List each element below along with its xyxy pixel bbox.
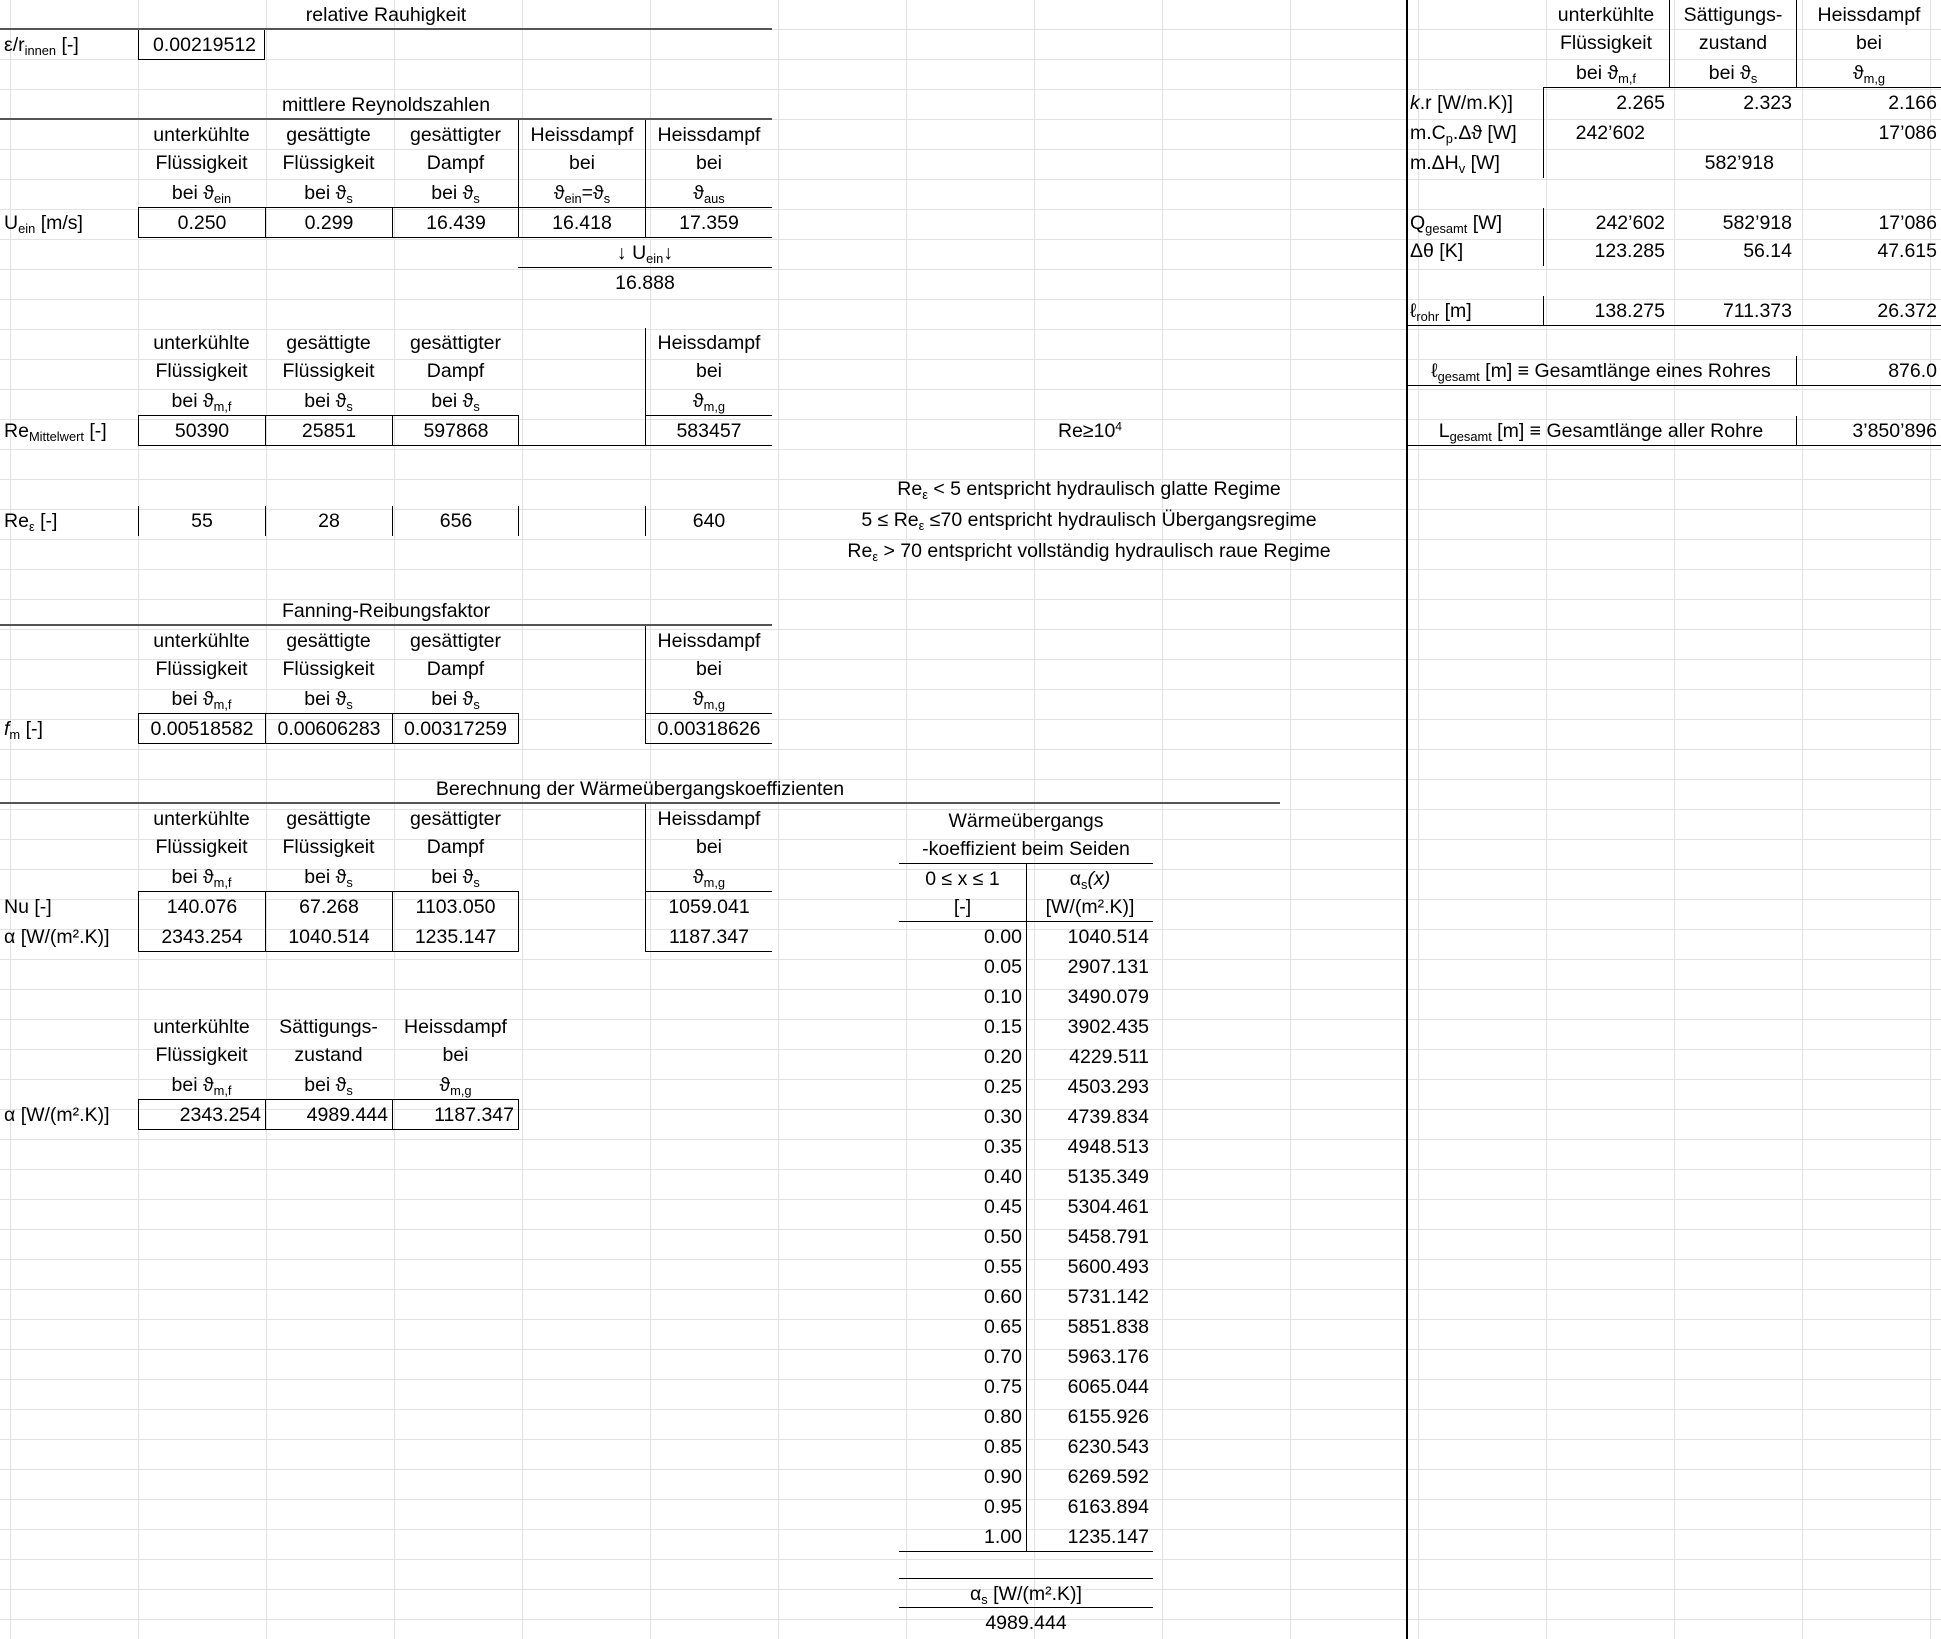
boiling-x-value[interactable]: 0.65	[984, 1316, 1022, 1338]
boiling-alpha-value[interactable]: 4503.293	[1026, 1072, 1153, 1102]
boiling-x-value[interactable]: 1.00	[899, 1522, 1026, 1552]
re-eps-label: $Re_\varepsilon$ [-]	[4, 510, 58, 534]
boiling-x-value[interactable]: 0.80	[984, 1406, 1022, 1428]
re-eps-value[interactable]: 640	[645, 506, 772, 536]
Lg-label: $L_{gesamt}$ [m] ≡ Gesamtlänge aller Rohre	[1406, 416, 1796, 446]
hdr-bei: bei	[645, 832, 772, 862]
sum-hdr-bei-theta-mf: bei $ϑ_{m,f}$	[1543, 58, 1669, 88]
roughness-label: $\varepsilon/r_{innen}$ [-]	[4, 34, 79, 58]
u-mean-value[interactable]: 16.888	[615, 272, 675, 294]
alpha-x-header: $\alpha_s(x)$	[1026, 864, 1153, 894]
re-eps-value[interactable]: 656	[392, 506, 519, 536]
re-mean-value[interactable]: 597868	[392, 416, 519, 446]
hdr-bei-theta-s: bei $ϑ_s$	[265, 386, 392, 416]
re-mean-value[interactable]: 25851	[265, 416, 392, 446]
boiling-x-value[interactable]: 0.55	[984, 1256, 1022, 1278]
mcp-value-empty[interactable]	[1669, 118, 1796, 148]
q-value[interactable]: 582’918	[1722, 212, 1792, 234]
alpha-s-mean-value[interactable]: 4989.444	[985, 1612, 1067, 1634]
boiling-x-value[interactable]: 0.05	[984, 956, 1022, 978]
hdr-unterkuehlte: unterkühlte	[153, 630, 250, 652]
kr-value[interactable]: 2.166	[1888, 92, 1937, 114]
alpha2-value[interactable]: 4989.444	[265, 1100, 392, 1130]
mdh-label: $m.\Delta H_v$ [W]	[1410, 152, 1500, 176]
boiling-x-value[interactable]: 0.40	[984, 1166, 1022, 1188]
boiling-alpha-value[interactable]: 5304.461	[1026, 1192, 1153, 1222]
hdr-unterkuehlte: unterkühlte	[153, 332, 250, 354]
boiling-alpha-value[interactable]: 4229.511	[1026, 1042, 1153, 1072]
fanning-value[interactable]: 0.00317259	[392, 714, 519, 744]
re-mean-value[interactable]: 583457	[645, 416, 772, 446]
boiling-x-value[interactable]: 0.10	[984, 986, 1022, 1008]
lr-value[interactable]: 711.373	[1669, 296, 1796, 326]
hdr-theta-mg: $ϑ_{m,g}$	[392, 1070, 519, 1100]
hdr-heissdampf: Heissdampf	[645, 804, 772, 834]
regime-smooth: $Re_\varepsilon < 5$ entspricht hydraulisch glatte Regime	[897, 478, 1281, 502]
hdr-bei-theta-s: bei $ϑ_s$	[265, 684, 392, 714]
boiling-x-value[interactable]: 0.25	[984, 1076, 1022, 1098]
hdr-theta-mg: $ϑ_{m,g}$	[645, 862, 772, 892]
fanning-title: Fanning-Reibungsfaktor	[0, 596, 772, 626]
alpha-value[interactable]: 1235.147	[392, 922, 519, 952]
hdr-bei-theta-mf: bei $ϑ_{m,f}$	[138, 684, 265, 714]
boiling-alpha-value[interactable]: 1235.147	[1026, 1522, 1153, 1552]
boiling-x-value[interactable]: 0.70	[984, 1346, 1022, 1368]
regime-transition: $5 \le Re_\varepsilon \le 70$ entspricht hydraulisch Übergangsregime	[861, 509, 1317, 533]
boiling-alpha-value[interactable]: 5600.493	[1026, 1252, 1153, 1282]
boiling-title-1: Wärmeübergangs	[948, 810, 1104, 832]
hdr-gesaettigte: gesättigte	[286, 124, 371, 146]
kr-value[interactable]: 2.323	[1743, 92, 1792, 114]
boiling-x-value[interactable]: 0.95	[984, 1496, 1022, 1518]
q-value[interactable]: 242’602	[1543, 208, 1669, 238]
hdr-bei: bei	[645, 356, 772, 386]
hdr-fluessigkeit-1: Flüssigkeit	[155, 152, 248, 174]
boiling-x-value[interactable]: 0.20	[984, 1046, 1022, 1068]
sum-hdr-unterkuehlte: unterkühlte	[1557, 4, 1655, 26]
mcp-value[interactable]: 242’602	[1543, 118, 1669, 148]
boiling-alpha-value[interactable]: 5135.349	[1026, 1162, 1153, 1192]
re-condition: $Re\ge 10^4$	[1057, 419, 1123, 442]
boiling-x-value[interactable]: 0.15	[984, 1016, 1022, 1038]
fanning-value[interactable]: 0.00606283	[265, 714, 392, 744]
hdr-bei-theta-s: bei $ϑ_s$	[392, 862, 519, 892]
boiling-alpha-value[interactable]: 3490.079	[1026, 982, 1153, 1012]
hdr-gesaettigter: gesättigter	[409, 808, 502, 830]
hdr-dampf: Dampf	[426, 836, 485, 858]
sum-hdr-fluessigkeit: Flüssigkeit	[1559, 32, 1653, 54]
sum-hdr-bei: bei	[1796, 28, 1941, 58]
boiling-alpha-value[interactable]: 5963.176	[1026, 1342, 1153, 1372]
kr-value[interactable]: 2.265	[1543, 88, 1669, 118]
hdr-fluessigkeit-2: Flüssigkeit	[282, 152, 375, 174]
boiling-alpha-value[interactable]: 6155.926	[1026, 1402, 1153, 1432]
hdr-gesaettigter: gesättigter	[409, 332, 502, 354]
sum-hdr-saettigung: Sättigungs-	[1669, 0, 1796, 30]
lr-value[interactable]: 26.372	[1796, 296, 1941, 326]
re-mean-label: $Re_{Mittelwert}$ [-]	[4, 420, 107, 444]
hdr-gesaettigter: gesättigter	[409, 630, 502, 652]
sum-hdr-zustand: zustand	[1669, 28, 1796, 58]
heat-title: Berechnung der Wärmeübergangskoeffizienten	[0, 774, 1280, 804]
u-value[interactable]: 16.418	[518, 208, 645, 238]
u-value[interactable]: 16.439	[392, 208, 519, 238]
hdr-gesaettigte: gesättigte	[286, 808, 371, 830]
alpha2-value[interactable]: 1187.347	[392, 1100, 519, 1130]
hdr-fluessigkeit: Flüssigkeit	[282, 836, 375, 858]
boiling-alpha-value[interactable]: 4948.513	[1026, 1132, 1153, 1162]
regime-rough: $Re_\varepsilon > 70$ entspricht vollständig hydraulisch raue Regime	[847, 540, 1331, 564]
nu-value[interactable]: 1103.050	[392, 892, 519, 922]
boiling-x-value[interactable]: 0.85	[984, 1436, 1022, 1458]
dt-label: Δθ [K]	[1410, 240, 1464, 262]
hdr-gesaettigte: gesättigte	[286, 630, 371, 652]
hdr-fluessigkeit: Flüssigkeit	[155, 836, 248, 858]
nu-value[interactable]: 140.076	[138, 892, 265, 922]
hdr-heissdampf-aus: Heissdampf	[645, 120, 772, 150]
sum-hdr-heissdampf: Heissdampf	[1796, 0, 1941, 30]
dt-value[interactable]: 47.615	[1877, 240, 1937, 262]
hdr-bei-theta-mf: bei $ϑ_{m,f}$	[138, 386, 265, 416]
u-label: $U_{ein}$ [m/s]	[4, 212, 83, 236]
boiling-alpha-value[interactable]: 6163.894	[1026, 1492, 1153, 1522]
boiling-x-value[interactable]: 0.00	[984, 926, 1022, 948]
x-header: 0 ≤ x ≤ 1	[925, 868, 1000, 890]
hdr-heissdampf: Heissdampf	[404, 1016, 507, 1038]
roughness-title: relative Rauhigkeit	[0, 0, 772, 30]
hdr-fluessigkeit: Flüssigkeit	[282, 658, 375, 680]
boiling-alpha-value[interactable]: 2907.131	[1026, 952, 1153, 982]
kr-label: k.r [W/m.K)]	[1410, 92, 1513, 114]
hdr-gesaettigter: gesättigter	[409, 124, 502, 146]
hdr-fluessigkeit: Flüssigkeit	[155, 1044, 248, 1066]
hdr-bei-2: bei	[645, 148, 772, 178]
boiling-x-value[interactable]: 0.90	[984, 1466, 1022, 1488]
alpha2-value[interactable]: 2343.254	[138, 1100, 265, 1130]
hdr-bei: bei	[645, 654, 772, 684]
dt-value[interactable]: 56.14	[1743, 240, 1792, 262]
re-mean-value[interactable]: 50390	[138, 416, 265, 446]
boiling-alpha-value[interactable]: 5731.142	[1026, 1282, 1153, 1312]
hdr-heissdampf-ein: Heissdampf	[518, 120, 645, 150]
re-eps-empty[interactable]	[518, 506, 645, 536]
boiling-x-value[interactable]: 0.45	[984, 1196, 1022, 1218]
hdr-dampf: Dampf	[426, 658, 485, 680]
Lg-value[interactable]: 3’850’896	[1796, 416, 1941, 446]
hdr-fluessigkeit: Flüssigkeit	[282, 360, 375, 382]
mdh-value[interactable]: 582’918	[1704, 152, 1774, 174]
hdr-heissdampf: Heissdampf	[645, 626, 772, 656]
alpha2-label: α [W/(m².K)]	[4, 1104, 110, 1126]
hdr-unterkuehlte: unterkühlte	[153, 808, 250, 830]
hdr-fluessigkeit: Flüssigkeit	[155, 360, 248, 382]
x-unit-header: [-]	[899, 892, 1026, 922]
u-value[interactable]: 0.250	[138, 208, 265, 238]
hdr-dampf: Dampf	[426, 152, 485, 174]
hdr-saettigung: Sättigungs-	[279, 1016, 378, 1038]
hdr-bei-theta-s: bei $ϑ_s$	[392, 684, 519, 714]
sum-hdr-bei-theta-s: bei $ϑ_s$	[1669, 58, 1796, 88]
mcp-label: $m.C_p.\Delta ϑ$ [W]	[1410, 122, 1517, 146]
boiling-alpha-value[interactable]: 1040.514	[1026, 922, 1153, 952]
boiling-alpha-value[interactable]: 4739.834	[1026, 1102, 1153, 1132]
hdr-gesaettigte: gesättigte	[286, 332, 371, 354]
boiling-alpha-value[interactable]: 3902.435	[1026, 1012, 1153, 1042]
alpha-value[interactable]: 1187.347	[645, 922, 772, 952]
fanning-value[interactable]: 0.00518582	[138, 714, 265, 744]
boiling-alpha-value[interactable]: 6230.543	[1026, 1432, 1153, 1462]
hdr-fluessigkeit: Flüssigkeit	[155, 658, 248, 680]
hdr-bei: bei	[442, 1044, 469, 1066]
alpha-label: α [W/(m².K)]	[4, 926, 110, 948]
q-label: $Q_{gesamt}$ [W]	[1410, 212, 1503, 236]
hdr-unterkuehlte: unterkühlte	[153, 124, 250, 146]
hdr-bei-theta-mf: bei $ϑ_{m,f}$	[138, 862, 265, 892]
nu-value[interactable]: 67.268	[265, 892, 392, 922]
lr-label: ℓ$_{rohr}$ [m]	[1406, 296, 1543, 326]
hdr-bei-theta-mf: bei $ϑ_{m,f}$	[138, 1070, 265, 1100]
hdr-theta-ein-eq-s: $ϑ_{ein}=ϑ_s$	[518, 178, 645, 208]
hdr-theta-mg: $ϑ_{m,g}$	[645, 684, 772, 714]
boiling-x-value[interactable]: 0.30	[984, 1106, 1022, 1128]
hdr-unterkuehlte: unterkühlte	[153, 1016, 250, 1038]
boiling-alpha-value[interactable]: 5458.791	[1026, 1222, 1153, 1252]
mdh-empty[interactable]	[1543, 148, 1669, 178]
hdr-theta-mg: $ϑ_{m,g}$	[645, 386, 772, 416]
hdr-heissdampf: Heissdampf	[645, 328, 772, 358]
sum-hdr-theta-mg: $ϑ_{m,g}$	[1796, 58, 1941, 88]
u-value[interactable]: 0.299	[265, 208, 392, 238]
lg-value[interactable]: 876.0	[1796, 356, 1941, 386]
hdr-dampf: Dampf	[426, 360, 485, 382]
fanning-label: $f_m$ [-]	[4, 718, 43, 742]
reynolds-title: mittlere Reynoldszahlen	[0, 90, 772, 120]
re-eps-value[interactable]: 28	[265, 506, 392, 536]
boiling-x-value[interactable]: 0.50	[984, 1226, 1022, 1248]
fanning-value[interactable]: 0.00318626	[645, 714, 772, 744]
alpha-value[interactable]: 2343.254	[138, 922, 265, 952]
alpha-s-mean-label: $\alpha_s$ [W/(m².K)]	[899, 1578, 1153, 1608]
hdr-bei-theta-s: bei $ϑ_s$	[392, 386, 519, 416]
nu-value[interactable]: 1059.041	[645, 892, 772, 922]
lr-value[interactable]: 138.275	[1543, 296, 1669, 326]
q-value[interactable]: 17’086	[1878, 212, 1937, 234]
alpha-unit-header: [W/(m².K)]	[1026, 892, 1153, 922]
hdr-theta-aus: $ϑ_{aus}$	[645, 178, 772, 208]
nu-label: Nu [-]	[4, 896, 52, 918]
hdr-bei-theta-ein: bei $ϑ_{ein}$	[138, 178, 265, 208]
hdr-bei-theta-s: bei $ϑ_s$	[265, 1070, 392, 1100]
boiling-x-value[interactable]: 0.75	[984, 1376, 1022, 1398]
boiling-x-value[interactable]: 0.35	[984, 1136, 1022, 1158]
hdr-bei-theta-s-2: bei $ϑ_s$	[392, 178, 519, 208]
alpha-value[interactable]: 1040.514	[265, 922, 392, 952]
boiling-x-value[interactable]: 0.60	[984, 1286, 1022, 1308]
hdr-bei-theta-s-1: bei $ϑ_s$	[265, 178, 392, 208]
boiling-title-2: -koeffizient beim Seiden	[899, 834, 1153, 864]
boiling-alpha-value[interactable]: 6269.592	[1026, 1462, 1153, 1492]
hdr-bei-1: bei	[518, 148, 645, 178]
roughness-value[interactable]: 0.00219512	[138, 30, 265, 60]
lg-label: ℓ$_{gesamt}$ [m] ≡ Gesamtlänge eines Rohres	[1406, 356, 1796, 386]
boiling-alpha-value[interactable]: 5851.838	[1026, 1312, 1153, 1342]
hdr-bei-theta-s: bei $ϑ_s$	[265, 862, 392, 892]
mcp-value[interactable]: 17’086	[1878, 122, 1937, 144]
u-value[interactable]: 17.359	[645, 208, 772, 238]
re-eps-value[interactable]: 55	[138, 506, 265, 536]
hdr-zustand: zustand	[294, 1044, 363, 1066]
boiling-alpha-value[interactable]: 6065.044	[1026, 1372, 1153, 1402]
dt-value[interactable]: 123.285	[1543, 236, 1669, 266]
u-mean-arrow-label: ↓ $U_{ein}↓$	[518, 238, 772, 268]
re-mean-empty[interactable]	[518, 416, 645, 446]
